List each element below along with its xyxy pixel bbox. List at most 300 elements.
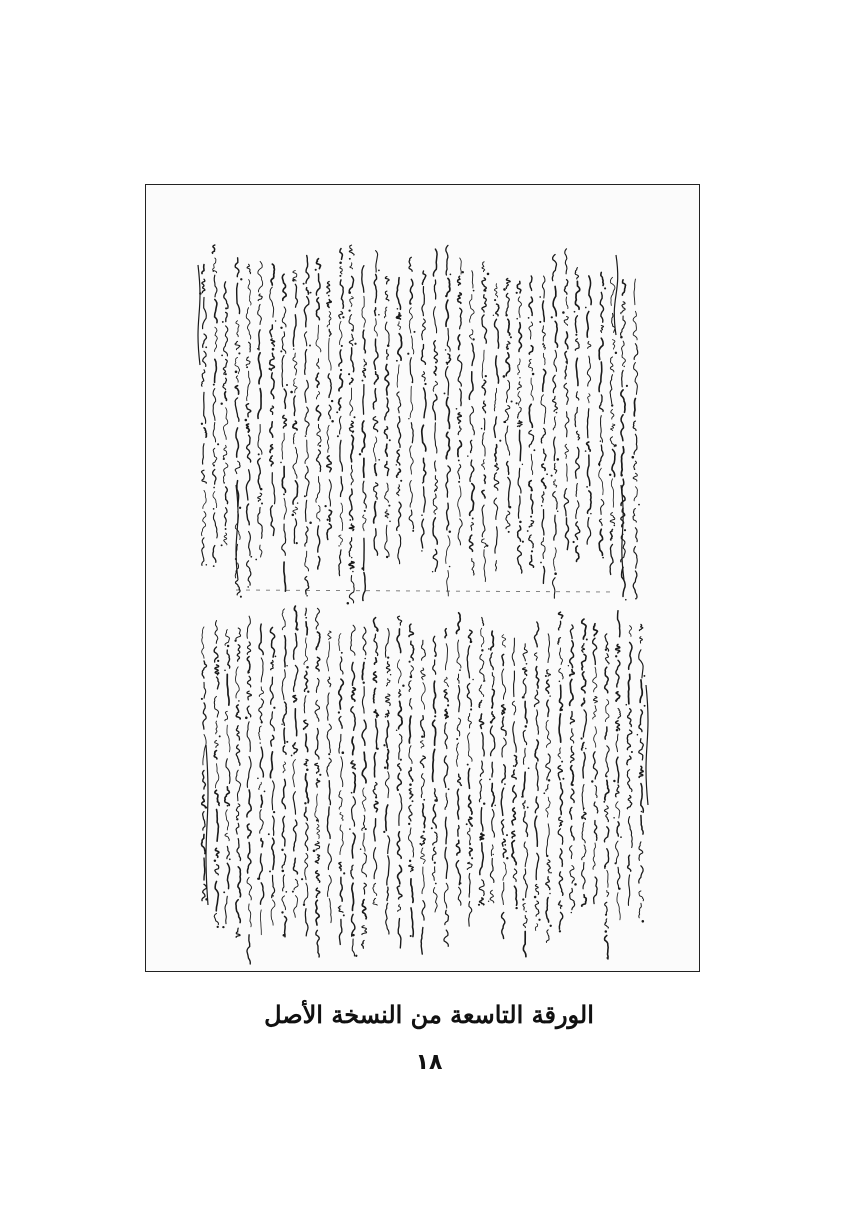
handwriting-stroke — [639, 866, 643, 883]
handwriting-stroke — [293, 315, 296, 346]
handwriting-stroke — [397, 773, 401, 789]
handwriting-stroke — [518, 382, 522, 390]
handwriting-stroke — [398, 764, 401, 771]
handwriting-stroke — [634, 399, 635, 416]
handwriting-stroke — [610, 375, 612, 404]
handwriting-stroke — [259, 699, 264, 723]
handwriting-stroke — [316, 391, 319, 399]
handwriting-stroke — [639, 891, 644, 901]
ink-dot — [384, 767, 386, 769]
handwriting-stroke — [258, 425, 262, 455]
ink-dot — [562, 311, 565, 314]
handwriting-stroke — [363, 385, 364, 415]
handwriting-stroke — [247, 657, 250, 673]
ink-dot — [434, 799, 436, 801]
handwriting-stroke — [236, 726, 239, 740]
handwriting-stroke — [362, 941, 365, 949]
ink-dot — [616, 729, 619, 732]
handwriting-stroke — [327, 425, 329, 452]
handwriting-stroke — [467, 684, 471, 707]
handwriting-stroke — [446, 466, 451, 497]
handwriting-stroke — [316, 930, 319, 957]
handwriting-stroke — [480, 833, 484, 840]
handwriting-stroke — [523, 668, 527, 676]
ink-dot — [551, 316, 553, 318]
ink-dot — [409, 661, 411, 663]
handwriting-stroke — [599, 468, 603, 495]
ink-dot — [315, 269, 317, 271]
handwriting-stroke — [444, 677, 448, 687]
ink-dot — [609, 474, 611, 476]
handwriting-stroke — [328, 631, 331, 639]
handwriting-stroke — [472, 559, 474, 576]
handwriting-stroke — [524, 869, 528, 897]
ink-dot — [615, 352, 617, 354]
handwriting-stroke — [327, 456, 332, 472]
handwriting-stroke — [261, 658, 263, 682]
handwriting-stroke — [421, 345, 425, 365]
handwriting-stroke — [227, 863, 229, 888]
handwriting-stroke — [570, 866, 575, 884]
ink-dot — [390, 674, 391, 675]
handwriting-stroke — [272, 838, 274, 869]
handwriting-stroke — [362, 687, 364, 713]
handwriting-stroke — [634, 487, 637, 501]
ink-dot — [225, 307, 227, 309]
handwriting-stroke — [457, 674, 459, 683]
handwriting-stroke — [554, 350, 557, 371]
ink-dot — [637, 734, 639, 736]
handwriting-stroke — [282, 779, 285, 808]
ink-dot — [283, 934, 286, 937]
ink-dot — [268, 833, 270, 835]
ink-dot — [221, 403, 223, 405]
handwriting-stroke — [270, 456, 273, 466]
handwriting-stroke — [575, 339, 579, 351]
ink-dot — [247, 586, 249, 588]
handwriting-stroke — [340, 249, 342, 260]
handwriting-stroke — [247, 757, 251, 788]
ink-dot — [435, 489, 437, 491]
handwriting-stroke — [282, 896, 286, 910]
handwriting-stroke — [375, 308, 376, 316]
ink-dot — [273, 707, 275, 709]
handwriting-stroke — [421, 716, 425, 737]
ink-dot — [336, 411, 338, 413]
handwriting-stroke — [542, 478, 546, 488]
handwriting-stroke — [315, 842, 320, 851]
handwriting-stroke — [616, 757, 618, 783]
handwriting-stroke — [410, 386, 413, 417]
handwriting-stroke — [352, 833, 355, 858]
handwriting-stroke — [546, 680, 549, 693]
handwriting-stroke — [351, 435, 354, 461]
handwriting-stroke — [445, 629, 446, 638]
handwriting-stroke — [593, 697, 597, 703]
ink-dot — [296, 542, 298, 544]
handwriting-stroke — [605, 902, 607, 914]
ink-dot — [503, 375, 506, 378]
handwriting-stroke — [329, 338, 331, 370]
ink-dot — [632, 456, 635, 459]
handwriting-stroke — [340, 440, 343, 471]
handwriting-stroke — [261, 795, 262, 807]
handwriting-stroke — [349, 315, 353, 332]
ink-dot — [466, 823, 468, 825]
handwriting-stroke — [304, 638, 308, 665]
handwriting-stroke — [421, 928, 423, 955]
handwriting-stroke — [601, 416, 603, 443]
ink-dot — [543, 792, 545, 794]
handwriting-stroke — [224, 533, 227, 545]
handwriting-stroke — [246, 357, 250, 366]
handwriting-stroke — [605, 634, 609, 651]
handwriting-stroke — [315, 729, 319, 760]
ink-dot — [631, 751, 633, 753]
handwriting-stroke — [492, 809, 495, 837]
handwriting-stroke — [640, 680, 642, 703]
ink-dot — [236, 818, 238, 820]
ink-dot — [519, 521, 522, 524]
handwriting-stroke — [618, 611, 620, 637]
handwriting-stroke — [582, 619, 586, 639]
handwriting-stroke — [339, 734, 341, 753]
ink-dot — [282, 870, 285, 873]
handwriting-stroke — [447, 503, 449, 530]
handwriting-stroke — [282, 609, 285, 630]
handwriting-stroke — [470, 407, 474, 435]
handwriting-stroke — [558, 766, 562, 780]
ink-dot — [313, 850, 316, 853]
ink-dot — [516, 318, 518, 320]
handwriting-stroke — [236, 705, 240, 719]
handwriting-stroke — [421, 668, 425, 680]
handwriting-stroke — [599, 445, 603, 466]
handwriting-stroke — [246, 470, 250, 500]
ink-dot — [402, 684, 404, 686]
ink-dot — [387, 656, 389, 658]
ink-dot — [223, 891, 225, 893]
page-number: ١٨ — [415, 1050, 443, 1075]
handwriting-stroke — [617, 893, 620, 920]
handwriting-stroke — [593, 752, 597, 779]
handwriting-stroke — [260, 910, 261, 935]
handwriting-stroke — [494, 388, 496, 411]
handwriting-stroke — [362, 266, 364, 293]
handwriting-stroke — [502, 669, 506, 699]
handwriting-stroke — [270, 353, 275, 370]
handwriting-stroke — [202, 834, 206, 853]
handwriting-stroke — [247, 790, 251, 817]
handwriting-stroke — [553, 375, 556, 392]
handwriting-stroke — [225, 711, 228, 721]
handwriting-stroke — [304, 696, 306, 713]
ink-dot — [421, 550, 423, 552]
ink-dot — [572, 784, 574, 786]
handwriting-stroke — [284, 728, 285, 743]
handwriting-stroke — [605, 849, 609, 869]
handwriting-stroke — [235, 398, 239, 421]
handwriting-stroke — [433, 636, 436, 655]
handwriting-stroke — [247, 435, 251, 462]
handwriting-stroke — [433, 518, 437, 544]
handwriting-stroke — [306, 622, 307, 635]
ink-dot — [285, 891, 287, 893]
handwriting-stroke — [422, 271, 425, 284]
handwriting-stroke — [386, 679, 390, 686]
handwriting-stroke — [610, 357, 614, 372]
ink-dot — [488, 901, 489, 902]
ink-dot — [213, 565, 215, 567]
handwriting-stroke — [559, 612, 563, 618]
handwriting-stroke — [433, 381, 437, 391]
handwriting-stroke — [352, 939, 354, 956]
ink-dot — [605, 914, 607, 916]
handwriting-stroke — [529, 404, 532, 427]
handwriting-stroke — [565, 332, 568, 349]
handwriting-stroke — [506, 278, 510, 288]
handwriting-stroke — [531, 454, 533, 474]
handwriting-stroke — [364, 883, 367, 894]
handwriting-stroke — [468, 733, 473, 762]
ink-dot — [383, 744, 385, 746]
handwriting-stroke — [339, 350, 342, 366]
ink-dot — [459, 882, 461, 884]
ink-dot — [260, 488, 263, 491]
ink-dot — [606, 957, 607, 958]
handwriting-stroke — [236, 321, 239, 337]
handwriting-stroke — [482, 380, 486, 395]
handwriting-stroke — [258, 493, 262, 501]
handwriting-stroke — [605, 919, 609, 928]
handwriting-stroke — [236, 900, 240, 923]
handwriting-stroke — [595, 786, 597, 798]
ink-dot — [349, 828, 351, 830]
handwriting-stroke — [599, 529, 603, 555]
ink-dot — [201, 423, 203, 425]
handwriting-stroke — [350, 297, 354, 307]
handwriting-stroke — [548, 634, 549, 663]
ink-dot — [409, 860, 411, 862]
ink-dot — [551, 475, 553, 477]
handwriting-stroke — [456, 743, 458, 766]
handwriting-stroke — [424, 388, 427, 418]
handwriting-stroke — [629, 626, 631, 637]
ink-dot — [522, 464, 523, 465]
handwriting-stroke — [576, 358, 578, 385]
ink-dot — [280, 462, 282, 464]
handwriting-stroke — [641, 784, 644, 813]
handwriting-stroke — [445, 847, 448, 878]
handwriting-stroke — [270, 627, 274, 657]
ink-dot — [213, 508, 215, 510]
ink-dot — [505, 314, 507, 316]
ink-dot — [573, 541, 575, 543]
handwriting-stroke — [460, 389, 462, 406]
ink-dot — [362, 380, 364, 382]
ink-dot — [546, 855, 548, 857]
ink-dot — [225, 373, 227, 375]
handwriting-stroke — [340, 657, 343, 674]
handwriting-stroke — [328, 677, 331, 687]
handwriting-stroke — [258, 458, 261, 488]
handwriting-stroke — [575, 522, 579, 540]
ink-dot — [488, 648, 490, 650]
handwriting-stroke — [570, 888, 575, 909]
ink-dot — [341, 652, 343, 654]
ink-dot — [434, 715, 436, 717]
handwriting-stroke — [270, 445, 273, 453]
handwriting-stroke — [273, 816, 275, 835]
handwriting-stroke — [433, 660, 436, 674]
handwriting-stroke — [523, 916, 527, 928]
handwriting-stroke — [271, 660, 274, 669]
handwriting-stroke — [363, 368, 366, 377]
ink-dot — [306, 595, 308, 597]
ink-dot — [257, 778, 259, 780]
ink-dot — [528, 767, 530, 769]
handwriting-stroke — [285, 636, 287, 667]
handwriting-stroke — [227, 846, 229, 858]
ink-dot — [483, 802, 485, 804]
handwriting-stroke — [204, 428, 207, 437]
ink-dot — [362, 600, 364, 602]
ink-dot — [223, 458, 225, 460]
handwriting-stroke — [605, 936, 609, 959]
ink-dot — [562, 778, 564, 780]
ink-dot — [275, 320, 276, 321]
handwriting-stroke — [505, 426, 509, 455]
handwriting-stroke — [304, 297, 309, 327]
ink-dot — [554, 572, 557, 575]
ink-dot — [305, 435, 307, 437]
handwriting-stroke — [525, 701, 527, 723]
ink-dot — [625, 599, 627, 601]
ink-dot — [260, 742, 261, 743]
ink-dot — [626, 385, 628, 387]
ink-dot — [450, 274, 452, 276]
handwriting-stroke — [639, 903, 641, 918]
handwriting-stroke — [446, 644, 448, 670]
handwriting-stroke — [512, 701, 515, 715]
ink-dot — [421, 514, 423, 516]
ink-dot — [388, 505, 390, 507]
ink-dot — [534, 896, 537, 899]
handwriting-stroke — [422, 425, 426, 451]
handwriting-stroke — [576, 546, 579, 561]
ink-dot — [365, 363, 367, 365]
handwriting-stroke — [409, 681, 411, 692]
ink-dot — [641, 811, 643, 813]
handwriting-stroke — [458, 519, 462, 545]
handwriting-stroke — [339, 398, 341, 410]
ink-dot — [467, 764, 469, 766]
handwriting-stroke — [529, 322, 533, 339]
ink-dot — [556, 412, 558, 414]
handwriting-stroke — [565, 518, 568, 550]
ink-dot — [218, 805, 219, 806]
handwriting-stroke — [582, 654, 587, 670]
ink-dot — [421, 735, 423, 737]
handwriting-stroke — [570, 729, 573, 743]
ink-dot — [585, 307, 587, 309]
handwriting-stroke — [282, 854, 286, 868]
handwriting-stroke — [433, 494, 437, 513]
handwriting-stroke — [363, 515, 366, 531]
handwriting-stroke — [559, 912, 562, 929]
handwriting-stroke — [523, 678, 526, 697]
handwriting-stroke — [375, 464, 377, 476]
handwriting-stroke — [469, 372, 473, 400]
ink-dot — [324, 505, 326, 507]
handwriting-stroke — [621, 390, 625, 412]
ink-dot — [246, 366, 248, 368]
handwriting-stroke — [553, 578, 556, 599]
handwriting-stroke — [633, 421, 636, 430]
handwriting-stroke — [409, 257, 412, 271]
handwriting-stroke — [420, 741, 423, 748]
handwriting-stroke — [259, 330, 260, 350]
handwriting-stroke — [214, 913, 218, 924]
handwriting-stroke — [339, 919, 342, 944]
handwriting-stroke — [294, 519, 296, 543]
handwriting-stroke — [293, 743, 298, 754]
handwriting-stroke — [236, 628, 241, 639]
handwriting-stroke — [535, 901, 539, 916]
handwriting-stroke — [570, 679, 573, 705]
handwriting-stroke — [639, 624, 642, 630]
handwriting-stroke — [494, 498, 498, 519]
handwriting-stroke — [374, 658, 376, 664]
handwriting-stroke — [618, 708, 621, 718]
handwriting-stroke — [409, 510, 413, 529]
handwriting-stroke — [444, 930, 448, 946]
handwriting-stroke — [247, 935, 250, 964]
handwriting-stroke — [502, 883, 504, 905]
ink-dot — [360, 848, 362, 850]
handwriting-stroke — [214, 751, 217, 759]
handwriting-stroke — [213, 513, 217, 538]
handwriting-stroke — [612, 450, 615, 477]
handwriting-stroke — [259, 726, 262, 740]
ink-dot — [306, 769, 309, 772]
handwriting-stroke — [494, 319, 498, 348]
ink-dot — [435, 883, 437, 885]
handwriting-stroke — [362, 752, 366, 783]
ink-dot — [525, 911, 527, 913]
handwriting-stroke — [460, 258, 462, 274]
handwriting-stroke — [294, 665, 298, 691]
handwriting-stroke — [546, 754, 551, 780]
ink-dot — [506, 834, 508, 836]
handwriting-stroke — [339, 634, 341, 651]
handwriting-stroke — [593, 706, 597, 720]
handwriting-stroke — [518, 359, 520, 375]
handwriting-stroke — [435, 461, 436, 471]
handwriting-stroke — [445, 910, 449, 924]
handwriting-stroke — [224, 508, 227, 526]
ink-dot — [347, 602, 350, 605]
handwriting-stroke — [227, 725, 230, 752]
ink-dot — [487, 273, 490, 276]
handwriting-stroke — [235, 341, 240, 349]
handwriting-stroke — [327, 524, 331, 540]
handwriting-stroke — [340, 280, 343, 308]
ink-dot — [331, 400, 333, 402]
handwriting-stroke — [203, 351, 206, 366]
ink-dot — [293, 348, 294, 349]
ink-dot — [470, 708, 472, 710]
